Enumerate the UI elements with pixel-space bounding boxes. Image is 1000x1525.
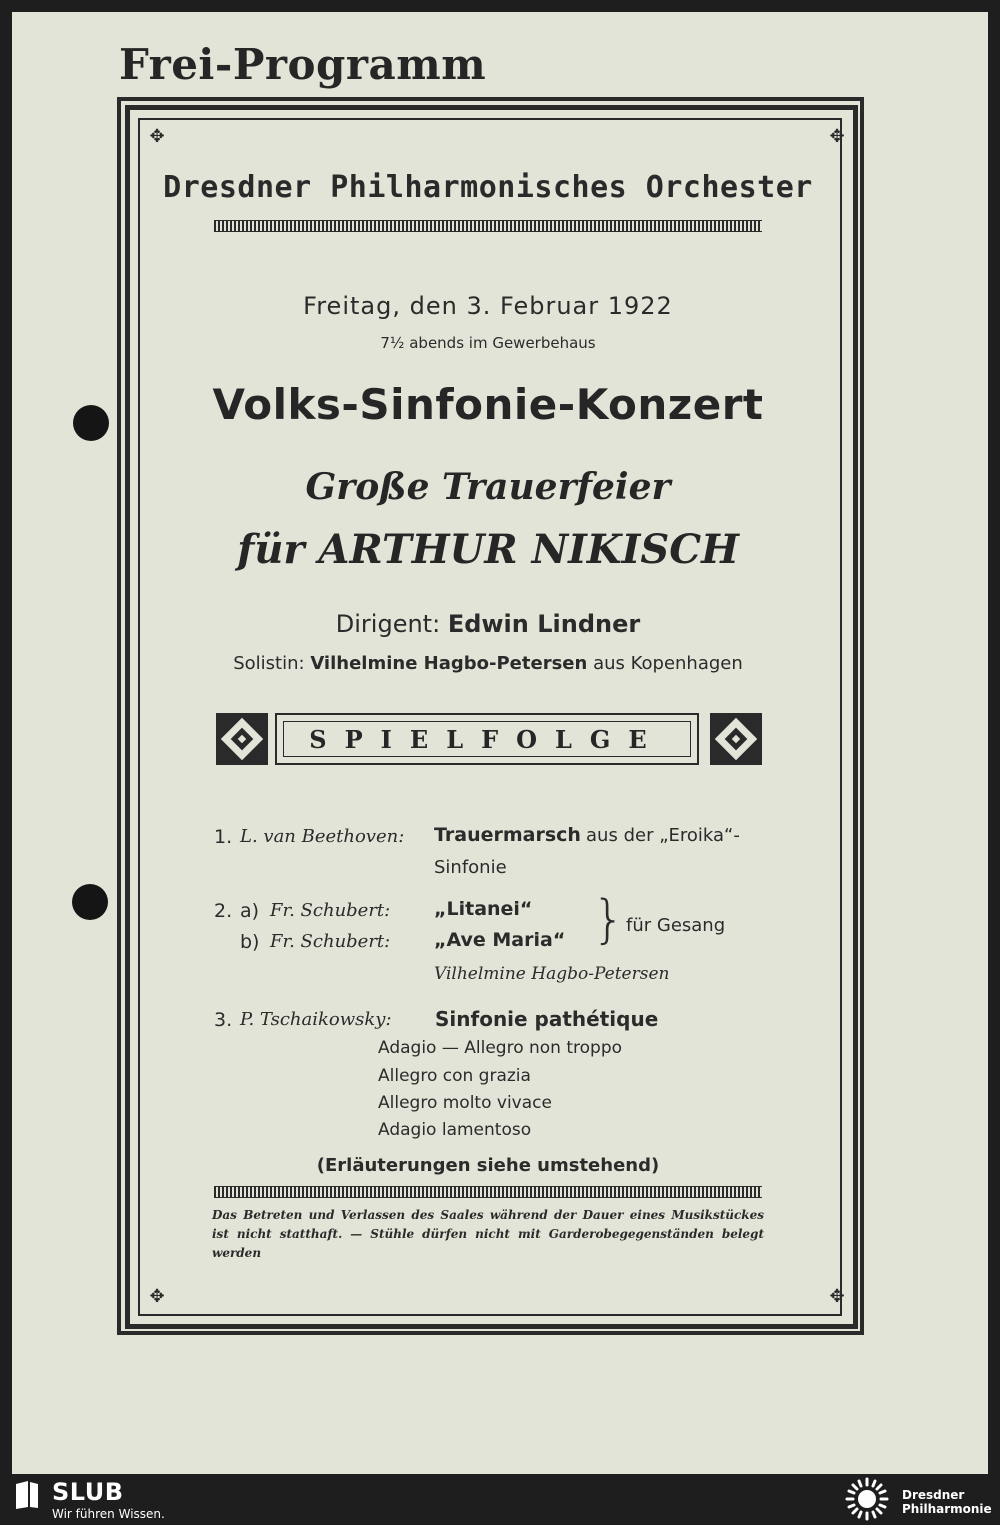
conductor-line (0, 610, 976, 638)
footer-bar (0, 1474, 1000, 1525)
piece-composer: L. van Beethoven: (240, 826, 405, 847)
spielfolge-banner (275, 713, 699, 765)
piece-composer: P. Tschaikowsky: (240, 1009, 392, 1030)
soloist-label: Solistin: (233, 653, 305, 674)
brace-icon: } (592, 890, 626, 950)
piece-performer: Vilhelmine Hagbo-Petersen (434, 964, 670, 984)
piece-number: 3. (214, 1009, 233, 1031)
piece-number: 2. (214, 900, 233, 922)
piece-work: Sinfonie pathétique (435, 1007, 659, 1031)
sub-item-label: a) (240, 900, 260, 922)
piece-work-continued: Sinfonie (434, 857, 507, 878)
piece-composer: Fr. Schubert: (270, 931, 391, 952)
corner-ornament-icon: ✥ (829, 126, 845, 147)
piece-title-line (434, 824, 740, 846)
piece-note: für Gesang (626, 915, 726, 936)
time-and-venue: 7½ abends im Gewerbehaus (380, 334, 596, 352)
diamond-ornament-icon (710, 713, 762, 765)
piece-work: Trauermarsch (434, 824, 581, 846)
conductor-label: Dirigent: (335, 610, 441, 638)
concert-date: Freitag, den 3. Februar 1922 (303, 292, 673, 320)
corner-ornament-icon: ✥ (829, 1286, 845, 1307)
piece-number: 1. (214, 826, 233, 848)
frei-programm-heading: Frei-Programm (119, 40, 487, 89)
hall-rules-notice: Das Betreten und Verlassen des Saales während der Dauer eines Musikstückes ist nicht statthaft. — Stühle dürfen nicht mit Garderobegegenständen belegt werden (212, 1208, 764, 1260)
piece-work: „Ave Maria“ (434, 929, 566, 951)
memorial-title: Große Trauerfeier (305, 466, 671, 508)
memorial-dedication: für ARTHUR NIKISCH (237, 526, 739, 573)
ornamental-rule (214, 220, 762, 232)
partner-name (902, 1488, 992, 1516)
movement: Adagio lamentoso (378, 1120, 532, 1140)
conductor-name: Edwin Lindner (447, 610, 641, 638)
sunburst-logo-icon (842, 1476, 892, 1522)
partner-name-line2: Philharmonie (902, 1502, 992, 1516)
ornamental-rule (214, 1186, 762, 1198)
piece-composer: Fr. Schubert: (270, 900, 391, 921)
slub-tagline: Wir führen Wissen. (52, 1507, 165, 1521)
spielfolge-heading: SPIELFOLGE (283, 721, 691, 757)
movement: Adagio — Allegro non troppo (378, 1038, 623, 1058)
orchestra-name: Dresdner Philharmonisches Orchester (163, 170, 813, 205)
concert-title: Volks-Sinfonie-Konzert (212, 380, 764, 429)
corner-ornament-icon: ✥ (149, 126, 165, 147)
soloist-name: Vilhelmine Hagbo-Petersen (310, 653, 588, 674)
book-icon (14, 1480, 40, 1510)
partner-name-line1: Dresdner (902, 1488, 965, 1502)
piece-work: „Litanei“ (434, 898, 533, 920)
movement: Allegro con grazia (378, 1066, 531, 1086)
explanations-note: (Erläuterungen siehe umstehend) (316, 1155, 660, 1176)
punch-hole (72, 884, 108, 920)
piece-work-detail: aus der „Eroika“- (586, 825, 740, 846)
slub-logo-text: SLUB (52, 1478, 124, 1506)
diamond-ornament-icon (216, 713, 268, 765)
corner-ornament-icon: ✥ (149, 1286, 165, 1307)
sub-item-label: b) (240, 931, 260, 953)
soloist-line (0, 653, 976, 674)
movement: Allegro molto vivace (378, 1093, 552, 1113)
soloist-origin: aus Kopenhagen (593, 653, 743, 674)
